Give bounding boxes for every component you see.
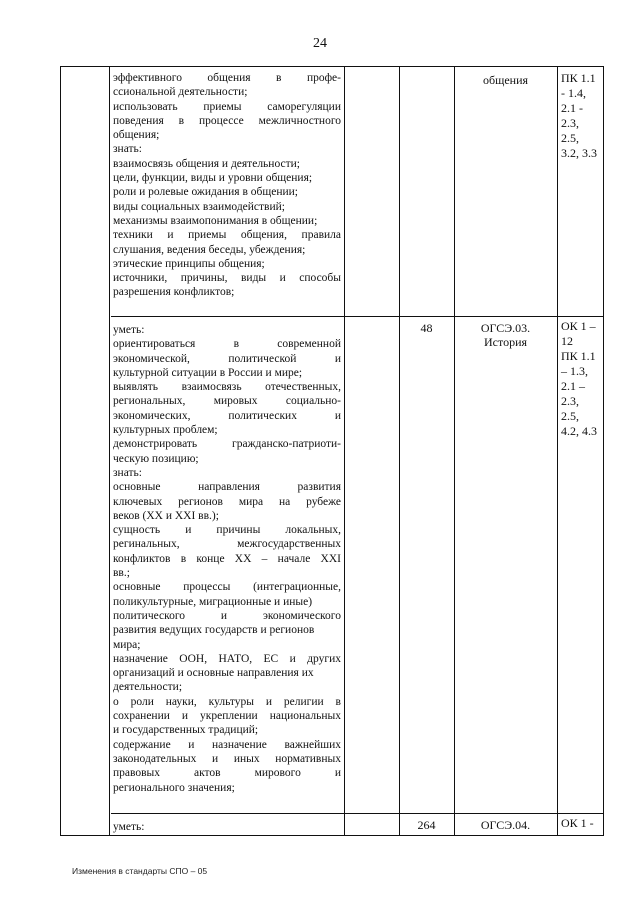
content-line: основные направления развития <box>113 481 341 494</box>
row-3-competencies <box>561 816 605 831</box>
content-line: роли и ролевые ожидания в общении; <box>113 186 298 199</box>
competency-line: 12 <box>561 334 573 348</box>
content-line: демонстрировать гражданско-патриоти- <box>113 438 341 451</box>
content-line: ориентироваться в современной <box>113 338 341 351</box>
row-3-code <box>454 818 557 832</box>
content-line: содержание и назначение важнейших <box>113 738 341 751</box>
row-2-hours: 48 <box>420 321 433 335</box>
competency-line: 2.1 - <box>561 101 583 115</box>
content-line: уметь: <box>113 324 145 336</box>
competency-line: 2.3, <box>561 394 579 408</box>
content-line: культурных проблем; <box>113 424 218 437</box>
content-line: назначение ООН, НАТО, ЕС и других <box>113 652 341 665</box>
competency-line: 3.2, 3.3 <box>561 146 597 160</box>
row-3-content <box>113 820 341 834</box>
content-line: деятельности; <box>113 681 183 694</box>
content-line: общения; <box>113 129 160 142</box>
content-line: сущность и причины локальных, <box>113 524 341 537</box>
content-line: использовать приемы саморегуляции <box>113 100 341 113</box>
content-line: механизмы взаимопонимания в общении; <box>113 214 318 227</box>
content-line: политического и экономического <box>113 609 341 622</box>
competency-line: 2.3, <box>561 116 579 130</box>
competency-line: ОК 1 – <box>561 319 596 333</box>
content-line: выявлять взаимосвязь отечественных, <box>113 381 341 394</box>
row-1-code <box>454 73 557 87</box>
content-line: эффективного общения в профе- <box>113 72 341 84</box>
col-divider-3 <box>399 67 400 835</box>
competency-line: - 1.4, <box>561 86 586 100</box>
content-line: разрешения конфликтов; <box>113 286 235 299</box>
content-line: законодательных и иных нормативных <box>113 752 341 765</box>
competency-line: 4.2, 4.3 <box>561 424 597 438</box>
content-line: слушания, ведения беседы, убеждения; <box>113 243 306 256</box>
content-line: вв.; <box>113 567 130 580</box>
content-line: ключевых регионов мира на рубеже <box>113 495 341 508</box>
content-line: виды социальных взаимодействий; <box>113 200 285 213</box>
competency-line: ПК 1.1 <box>561 349 596 363</box>
content-line: экономической, политической и <box>113 352 341 365</box>
content-line: развития ведущих государств и регионов <box>113 624 315 637</box>
content-line: культурной ситуации в России и мире; <box>113 366 303 379</box>
content-line: поведения в процессе межличностного <box>113 114 341 127</box>
content-line: правовых актов мирового и <box>113 767 341 780</box>
competency-line: 2.1 – <box>561 379 585 393</box>
content-line: организаций и основные направления их <box>113 667 314 680</box>
content-line: цели, функции, виды и уровни общения; <box>113 172 313 185</box>
row-2-content <box>113 323 341 795</box>
content-line: взаимосвязь общения и деятельности; <box>113 157 300 170</box>
footer-note: Изменения в стандарты СПО – 05 <box>72 866 208 876</box>
content-line: уметь: <box>113 821 145 833</box>
content-line: основные процессы (интеграционные, <box>113 581 341 594</box>
content-line: и государственных традиций; <box>113 724 259 737</box>
row-divider-1 <box>111 316 603 317</box>
content-line: ческую позицию; <box>113 452 199 465</box>
competency-line: ОК 1 - <box>561 816 594 830</box>
col-divider-2 <box>344 67 345 835</box>
col-divider-4 <box>454 67 455 835</box>
row-2-competencies <box>561 319 605 439</box>
code-line: ОГСЭ.04. <box>480 818 531 832</box>
content-line: знать: <box>113 143 142 156</box>
code-line: общения <box>482 73 529 87</box>
col-divider-1 <box>109 67 110 835</box>
competency-line: ПК 1.1 <box>561 71 596 85</box>
curriculum-table <box>60 66 604 836</box>
content-line: мира; <box>113 638 141 651</box>
page-number: 24 <box>313 36 327 51</box>
row-3-hours: 264 <box>417 818 436 832</box>
code-line: История <box>483 335 528 349</box>
content-line: о роли науки, культуры и религии в <box>113 695 341 708</box>
content-line: знать: <box>113 466 142 479</box>
content-line: техники и приемы общения, правила <box>113 229 341 242</box>
competency-line: 2.5, <box>561 131 579 145</box>
row-1-content <box>113 71 341 300</box>
col-divider-5 <box>557 67 558 835</box>
code-line: ОГСЭ.03. <box>480 321 531 335</box>
content-line: ссиональной деятельности; <box>113 86 248 99</box>
row-2-code <box>454 321 557 349</box>
content-line: экономических, политических и <box>113 409 341 422</box>
content-line: поликультурные, миграционные и иные) <box>113 595 313 608</box>
content-line: регинальных, межгосударственных <box>113 538 341 551</box>
content-line: этические принципы общения; <box>113 257 265 270</box>
row-1-competencies <box>561 71 605 161</box>
content-line: регионального значения; <box>113 781 235 794</box>
content-line: региональных, мировых социально- <box>113 395 341 408</box>
competency-line: – 1.3, <box>561 364 588 378</box>
row-divider-2 <box>111 813 603 814</box>
content-line: источники, причины, виды и способы <box>113 272 341 285</box>
content-line: сохранении и укреплении национальных <box>113 710 341 723</box>
competency-line: 2.5, <box>561 409 579 423</box>
content-line: веков (XX и XXI вв.); <box>113 509 219 522</box>
content-line: конфликтов в конце XX – начале XXI <box>113 552 341 565</box>
